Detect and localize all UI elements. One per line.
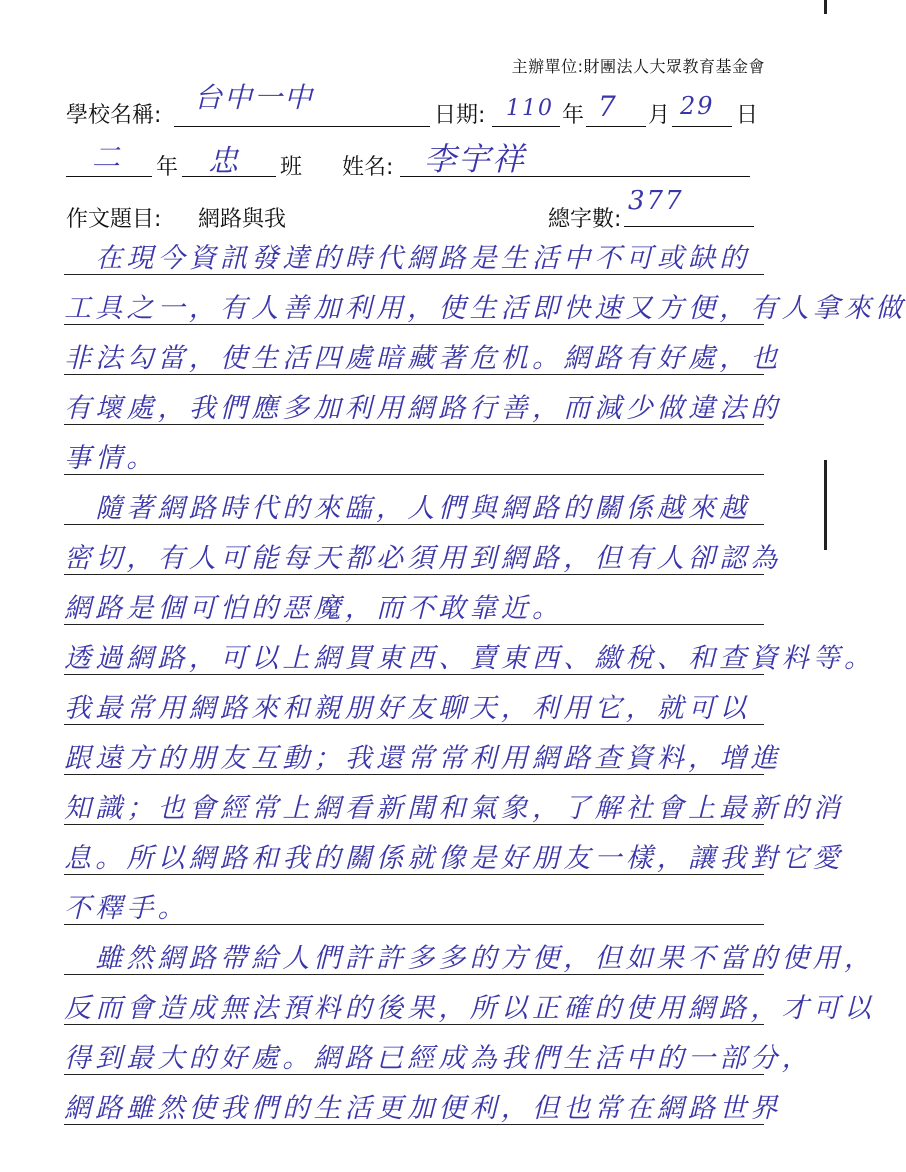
school-underline (174, 126, 430, 127)
date-year-value: 110 (506, 96, 554, 121)
scan-edge-mark (824, 0, 827, 14)
essay-line: 事情。 (64, 443, 158, 474)
essay-line: 有壞處，我們應多加利用網路行善，而減少做違法的 (64, 393, 782, 424)
grade-value: 二 (92, 141, 123, 174)
essay-line: 隨著網路時代的來臨，人們與網路的關係越來越 (64, 493, 751, 524)
year-label: 年 (562, 103, 585, 128)
date-month-value: 7 (598, 90, 618, 123)
class-value: 忠 (208, 144, 240, 179)
class-label: 班 (280, 155, 303, 180)
wordcount-value: 377 (628, 186, 684, 216)
essay-line: 網路是個可怕的惡魔，而不敢靠近。 (64, 593, 564, 624)
essay-line: 得到最大的好處。網路已經成為我們生活中的一部分， (64, 1043, 813, 1074)
essay-line: 不釋手。 (64, 893, 189, 924)
essay-line: 息。所以網路和我的關係就像是好朋友一樣，讓我對它愛 (64, 843, 844, 874)
scan-edge-mark (824, 460, 827, 550)
essay-line: 知識；也會經常上網看新聞和氣象，了解社會上最新的消 (64, 793, 844, 824)
essay-line: 密切，有人可能每天都必須用到網路，但有人卻認為 (64, 543, 782, 574)
day-underline (672, 126, 732, 127)
wordcount-label: 總字數: (548, 207, 622, 232)
topic-label: 作文題目: (66, 207, 162, 232)
school-label: 學校名稱: (66, 103, 162, 128)
wordcount-underline (624, 226, 754, 227)
school-value: 台中一中 (194, 81, 315, 114)
grade-underline (66, 176, 152, 177)
essay-line: 工具之一，有人善加利用，使生活即快速又方便，有人拿來做 (64, 293, 906, 324)
organizer-line: 主辦單位:財團法人大眾教育基金會 (511, 57, 765, 76)
name-label: 姓名: (342, 155, 394, 180)
essay-line: 在現今資訊發達的時代網路是生活中不可或缺的 (64, 243, 751, 274)
essay-line: 跟遠方的朋友互動；我還常常利用網路查資料，增進 (64, 743, 782, 774)
grade-label: 年 (156, 155, 179, 180)
essay-line: 雖然網路帶給人們許許多多的方便，但如果不當的使用， (64, 943, 876, 974)
day-label: 日 (736, 103, 759, 128)
topic-text: 網路與我 (198, 207, 287, 232)
essay-line: 非法勾當，使生活四處暗藏著危机。網路有好處，也 (64, 343, 782, 374)
essay-line: 網路雖然使我們的生活更加便利，但也常在網路世界 (64, 1093, 782, 1124)
date-day-value: 29 (680, 92, 715, 120)
date-label: 日期: (434, 103, 486, 128)
essay-line: 我最常用網路來和親朋好友聊天，利用它，就可以 (64, 693, 751, 724)
month-label: 月 (648, 103, 671, 128)
essay-line: 反而會造成無法預料的後果，所以正確的使用網路，才可以 (64, 993, 876, 1024)
year-underline (492, 126, 560, 127)
essay-line: 透過網路，可以上網買東西、賣東西、繳稅、和查資料等。 (64, 643, 876, 674)
month-underline (586, 126, 646, 127)
name-value: 李宇祥 (424, 140, 527, 178)
